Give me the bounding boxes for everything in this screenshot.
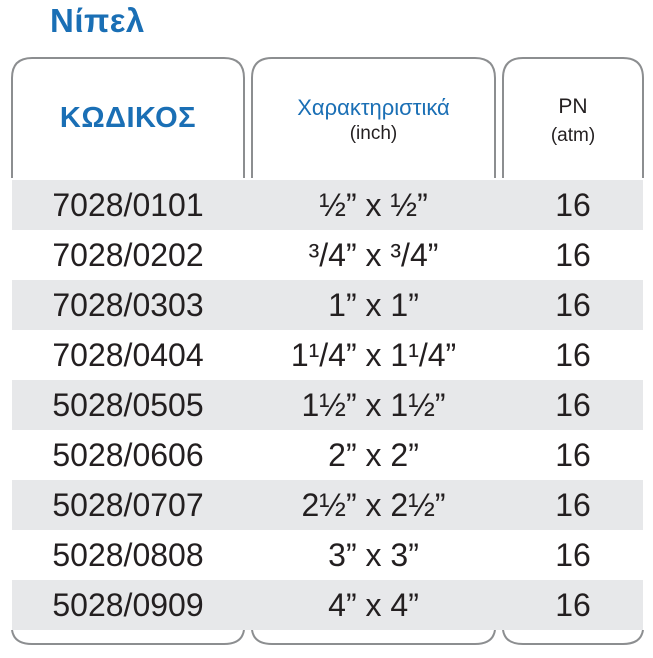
header-code-label: ΚΩΔΙΚΟΣ	[59, 101, 197, 134]
cell-pn: 16	[555, 387, 591, 423]
header-pn-unit: (atm)	[550, 125, 596, 146]
table-row	[0, 580, 653, 630]
cell-size: 1½” x 1½”	[301, 387, 446, 423]
table-row	[0, 280, 653, 330]
table-row	[0, 330, 653, 380]
header-pn	[503, 58, 643, 178]
cell-code: 5028/0505	[52, 387, 204, 423]
cell-size: 1¹/4” x 1¹/4”	[290, 337, 457, 373]
column-footer-characteristics	[252, 630, 495, 644]
cell-size: ³/4” x ³/4”	[308, 237, 439, 273]
cell-code: 5028/0808	[52, 537, 204, 573]
header-code	[12, 58, 244, 178]
cell-code: 7028/0202	[52, 237, 204, 273]
table-row	[0, 230, 653, 280]
cell-pn: 16	[555, 487, 591, 523]
cell-code: 5028/0909	[52, 587, 204, 623]
page-title: Νίπελ	[50, 2, 145, 39]
cell-size: 4” x 4”	[328, 587, 419, 623]
cell-size: 2” x 2”	[328, 437, 419, 473]
cell-pn: 16	[555, 537, 591, 573]
column-footer-code	[12, 630, 244, 644]
cell-code: 7028/0404	[52, 337, 204, 373]
cell-size: 1” x 1”	[328, 287, 419, 323]
table-row	[0, 180, 653, 230]
column-footer-pn	[503, 630, 643, 644]
cell-code: 7028/0303	[52, 287, 204, 323]
cell-size: 3” x 3”	[328, 537, 419, 573]
cell-code: 7028/0101	[52, 187, 204, 223]
cell-pn: 16	[555, 587, 591, 623]
cell-pn: 16	[555, 437, 591, 473]
header-characteristics-unit: (inch)	[349, 123, 398, 144]
cell-size: ½” x ½”	[319, 187, 428, 223]
cell-pn: 16	[555, 287, 591, 323]
header-characteristics	[252, 58, 495, 178]
table-body	[0, 180, 653, 630]
header-pn-label: PN	[558, 95, 588, 118]
table-row	[0, 530, 653, 580]
table-row	[0, 480, 653, 530]
cell-code: 5028/0606	[52, 437, 204, 473]
cell-size: 2½” x 2½”	[301, 487, 446, 523]
cell-code: 5028/0707	[52, 487, 204, 523]
header-characteristics-label: Χαρακτηριστικά	[297, 95, 450, 120]
table-row	[0, 380, 653, 430]
table-row	[0, 430, 653, 480]
cell-pn: 16	[555, 337, 591, 373]
cell-pn: 16	[555, 187, 591, 223]
cell-pn: 16	[555, 237, 591, 273]
